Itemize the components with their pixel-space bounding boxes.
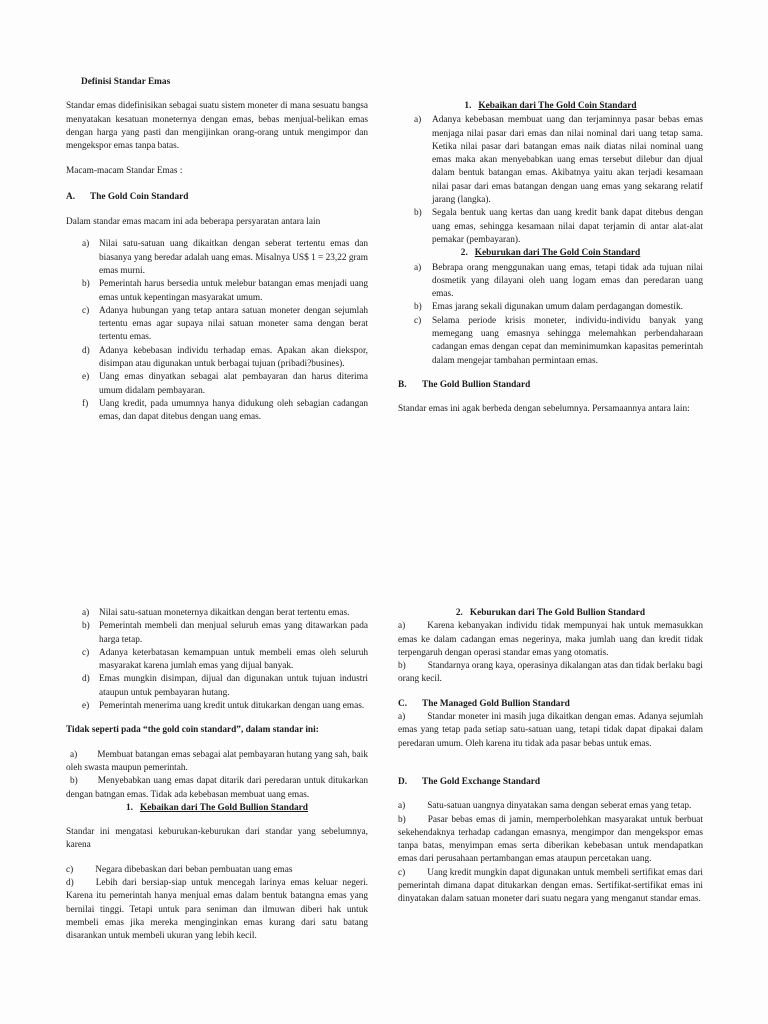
section-b-intro: Standar emas ini agak berbeda dengan sebelumnya. Persamaannya antara lain: — [398, 404, 690, 415]
section-c-list — [398, 711, 703, 751]
list-text: Nilai satu-satuan moneternya dikaitkan dengan berat tertentu emas. — [99, 608, 350, 618]
list-text: Standarnya orang kaya, operasinya dikalangan atas dan tidak berlaku bagi orang kecil. — [398, 661, 703, 685]
list-item — [398, 867, 703, 907]
list-text: Menyebabkan uang emas dapat ditarik dari peredaran untuk ditukarkan dengan batngan emas. Tidak ada kebebasan membuat uang emas. — [66, 776, 368, 800]
gold-bullion-features-list — [66, 607, 368, 713]
list-item — [82, 345, 368, 372]
heading-title: Kebaikan dari The Gold Bullion Standard — [139, 802, 308, 813]
list-text: Pemerintah menerima uang kredit untuk ditukarkan dengan uang emas. — [99, 701, 365, 712]
list-text: Uang kredit, pada umumnya hanya didukung oleh sebagian cadangan emas, dan dapat ditebus dengan uang emas. — [99, 398, 368, 423]
list-text: Adanya kebebasan membuat uang dan terjaminnya pasar bebas emas menjaga nilai pasar dari emas dan nilai nominal dari uang tetap sama. Ketika nilai pasar dari batangan emas naik diatas nilai nominal uang emas maka akan menyebabkan uang emas tersebut dilebur dan djual dalam bentuk batangan emas. Akibatnya yaitu akan terjadi kesamaan nilai pasar dari emas batangan dengan uang emas yang sekarang relatif jarang (langka). — [432, 115, 703, 206]
list-text: Negara dibebaskan dari beban pembuatan uang emas — [95, 864, 293, 875]
page2-left-column — [66, 607, 368, 944]
list-item — [66, 775, 368, 802]
list-item — [82, 700, 368, 713]
list-item — [398, 814, 703, 867]
list-marker: c) — [82, 647, 90, 658]
list-item — [82, 238, 368, 278]
list-marker: a) — [414, 262, 422, 273]
list-text: Emas jarang sekali digunakan umum dalam perdagangan domestik. — [432, 302, 683, 313]
list-item — [82, 278, 368, 305]
list-text: Pasar bebas emas di jamin, memperbolehkan masyarakat untuk berbuat sekehendaknya terhadap cadangan emasnya, mengimpor dan mengekspor emas tanpa batas, menyimpan emas serta diberikan kebebasan untuk mendapatkan emas dari perusahaan pertambangan emas ataupun percetakan uang. — [398, 814, 703, 865]
tidak-seperti-list — [66, 749, 368, 802]
section-marker: D. — [398, 776, 408, 787]
list-item — [82, 607, 368, 620]
list-item — [82, 398, 368, 425]
list-marker: b) — [414, 208, 422, 219]
list-text: Adanya hubungan yang tetap antara satuan moneter dengan sejumlah tertentu emas agar supaya nilai satuan moneter sama dengan berat tertentu emas. — [99, 305, 368, 343]
list-marker: f) — [82, 398, 89, 409]
section-title: The Gold Exchange Standard — [422, 776, 541, 787]
list-marker: b) — [82, 279, 90, 290]
kebaikan-gold-coin-heading — [398, 100, 703, 113]
page2-right-column — [398, 607, 703, 907]
list-marker: a) — [398, 801, 406, 812]
heading-marker: 1. — [126, 802, 133, 813]
list-item — [398, 660, 703, 687]
list-marker: a) — [414, 115, 422, 126]
list-item — [66, 877, 368, 943]
keburukan-gold-coin-heading — [398, 247, 703, 260]
section-b-heading — [398, 379, 703, 392]
list-text: Adanya keterbatasan kemampuan untuk membeli emas oleh seluruh masyarakat karena jumlah emas yang dijual banyak. — [99, 647, 368, 672]
kebaikan-gold-bullion-heading — [66, 802, 368, 815]
list-text: Standar moneter ini masih juga dikaitkan dengan emas. Adanya sejumlah emas yang tetap pada setiap satu-satuan uang, tetapi tidak dapat dipakai dalam peredaran umum. Oleh karena itu tidak ada pasar bebas untuk emas. — [398, 712, 703, 749]
kebaikan-gold-bullion-list — [66, 864, 368, 944]
section-marker: B. — [398, 379, 407, 390]
list-marker: c) — [414, 315, 422, 326]
list-marker: d) — [82, 674, 90, 685]
list-item — [82, 620, 368, 647]
list-text: Pemerintah harus bersedia untuk melebur batangan emas menjadi uang emas untuk kepentingan masyarakat umum. — [99, 279, 368, 303]
section-marker: A. — [66, 191, 76, 202]
list-marker: b) — [398, 661, 406, 672]
list-text: Lebih dari bersiap-siap untuk mencegah larinya emas keluar negeri. Karena itu pemerintah hanya menjual emas dalam bentuk batangna emas yang bernilai tinggi. Tetapi untuk para seniman dan ilmuwan diberi hak untuk membeli emas jika mereka menginginkan emas kurang dari satu batang disarankan untuk membeli ukuran yang lebih kecil. — [66, 878, 368, 942]
list-text: Bebrapa orang menggunakan uang emas, tetapi tidak ada tujuan nilai dosmetik yang dilayani oleh uang logam emas dan peredaran uang emas. — [432, 262, 703, 300]
list-item — [398, 114, 703, 207]
page1-right-column — [398, 100, 703, 417]
tidak-seperti-heading: Tidak seperti pada “the gold coin standard”, dalam standar ini: — [66, 725, 319, 736]
heading-title: Kebaikan dari The Gold Coin Standard — [478, 101, 637, 111]
section-c-heading — [398, 698, 703, 711]
list-item — [398, 800, 703, 813]
keburukan-gold-bullion-heading — [398, 607, 703, 620]
heading-marker: 2. — [460, 248, 468, 259]
kebaikan-gold-bullion-intro: Standar ini mengatasi keburukan-keburukan dari standar yang sebelumnya, karena — [66, 827, 368, 851]
keburukan-list — [398, 262, 703, 368]
section-d-heading — [398, 776, 703, 789]
list-marker: a) — [82, 239, 90, 250]
list-marker: b) — [70, 776, 78, 787]
kebaikan-list — [398, 114, 703, 247]
list-item — [66, 864, 368, 877]
list-text: Segala bentuk uang kertas dan uang kredit bank dapat ditebus dengan uang emas, sehingga kesamaan nilai dapat terjamin di antar alat-alat pemakar (pembayaran). — [432, 208, 703, 245]
syarat-list — [66, 238, 368, 424]
list-marker: b) — [398, 814, 406, 825]
list-text: Nilai satu-satuan uang dikaitkan dengan seberat tertentu emas dan biasanya yang beredar adalah uang emas. Misalnya US$ 1 = 23,22 gram emas murni. — [99, 239, 368, 276]
list-item — [398, 301, 703, 314]
section-title: The Managed Gold Bullion Standard — [422, 698, 570, 709]
list-item — [82, 371, 368, 398]
list-marker: c) — [66, 864, 74, 875]
section-a-heading — [66, 191, 368, 204]
list-text: Adanya kebebasan individu terhadap emas. Apakan akan diekspor, disimpan atau digunakan untuk berbagai tujuan (pribadi?busines). — [99, 345, 368, 370]
list-marker: a) — [82, 608, 90, 618]
macam-label: Macam-macam Standar Emas : — [66, 166, 183, 177]
list-marker: c) — [398, 867, 406, 878]
list-text: Selama periode krisis moneter, individu-individu banyak yang memegang uang emasnya sehingga melemahkan perbendaharaan cadangan emas dengan cepat dan meminimumkan kapasitas pemerintah dalam mengejar tambahan permintaan emas. — [432, 315, 703, 366]
heading-title: Keburukan dari The Gold Bullion Standard — [469, 608, 646, 618]
intro-paragraph: Standar emas didefinisikan sebagai suatu sistem moneter di mana sesuatu bangsa menyatakan kesatuan moneternya dengan emas, bebas menjual-belikan emas dengan harga yang pasti dan mengijinkan orang-orang untuk mengimpor dan mengekspor emas tanpa batas. — [66, 101, 368, 152]
list-text: Uang emas dinyatkan sebagai alat pembayaran dan harus diterima umum didalam pembayaran. — [99, 372, 368, 396]
section-marker: C. — [398, 698, 408, 709]
list-item — [398, 262, 703, 302]
section-title: The Gold Bullion Standard — [422, 379, 531, 390]
list-item — [398, 711, 703, 751]
keburukan-gold-bullion-list — [398, 620, 703, 686]
list-marker: b) — [414, 302, 422, 313]
list-marker: b) — [82, 621, 90, 632]
list-marker: e) — [82, 701, 90, 712]
list-marker: c) — [82, 305, 90, 316]
list-item — [82, 673, 368, 700]
list-marker: a) — [398, 712, 406, 723]
list-item — [398, 207, 703, 247]
list-marker: d) — [82, 345, 90, 356]
list-text: Emas mungkin disimpan, dijual dan digunakan untuk tujuan industri ataupun untuk pembayaran hutang. — [99, 674, 368, 698]
list-marker: a) — [70, 749, 78, 760]
list-text: Uang kredit mungkin dapat digunakan untuk membeli sertifikat emas dari pemerintah dimana dapat ditukarkan dengan emas. Sertifikat-sertifikat emas ini dinyatakan dalam satuan moneter dari suatu negara yang menganut standar emas. — [398, 867, 703, 905]
heading-marker: 1. — [464, 101, 472, 111]
heading-marker: 2. — [455, 608, 463, 618]
list-item — [398, 315, 703, 368]
heading-title: Keburukan dari The Gold Coin Standard — [474, 248, 641, 259]
list-marker: a) — [398, 621, 406, 632]
section-d-list — [398, 800, 703, 906]
list-item — [398, 620, 703, 660]
list-item — [82, 647, 368, 674]
section-title: The Gold Coin Standard — [90, 191, 189, 202]
list-text: Satu-satuan uangnya dinyatakan sama dengan seberat emas yang tetap. — [427, 801, 692, 812]
page1-left-column — [66, 76, 368, 425]
syarat-intro: Dalam standar emas macam ini ada beberapa persyaratan antara lain — [66, 217, 321, 228]
list-marker: e) — [82, 372, 90, 383]
list-text: Karena kebanyakan individu tidak mempunyai hak untuk memasukkan emas ke dalam cadangan emas negerinya, maka jumlah uang dan kredit tidak terpengaruh dengan operasi standar emas yang otomatis. — [398, 621, 703, 658]
list-item — [82, 305, 368, 345]
list-text: Pemerintah membeli dan menjual seluruh emas yang ditawarkan pada harga tetap. — [99, 621, 368, 645]
list-item — [66, 749, 368, 776]
list-marker: d) — [66, 878, 74, 889]
page-title: Definisi Standar Emas — [81, 77, 171, 87]
list-text: Membuat batangan emas sebagai alat pembayaran hutang yang sah, baik oleh swasta maupun pemerintah. — [66, 749, 368, 773]
